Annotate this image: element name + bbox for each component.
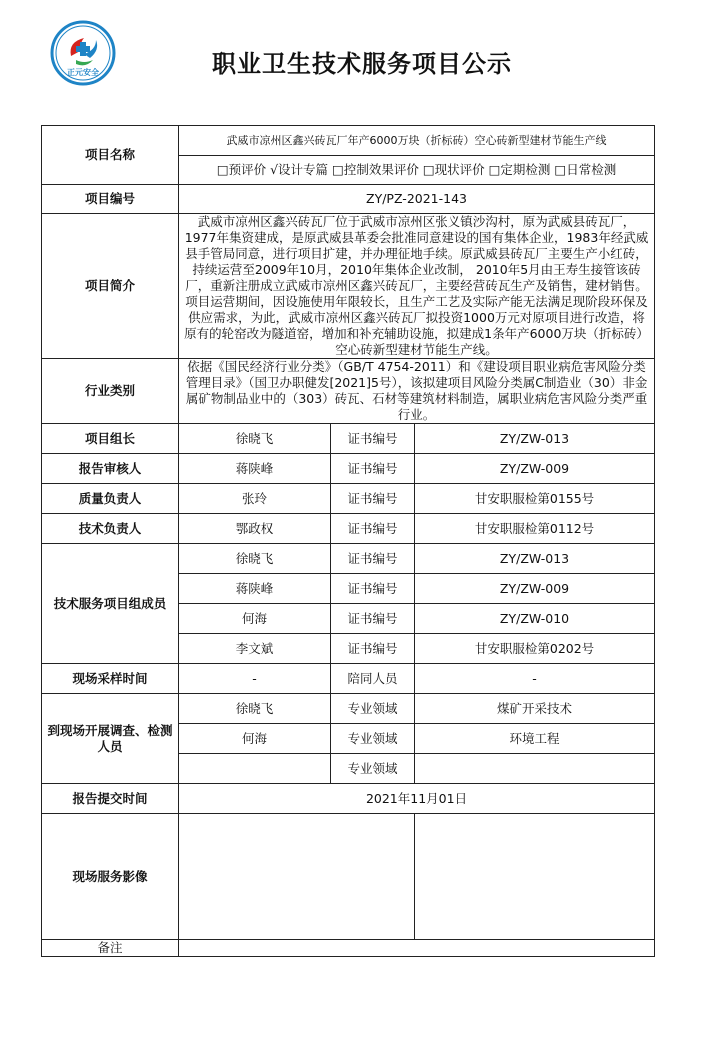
page-title: 职业卫生技术服务项目公示: [212, 50, 512, 78]
image-slot-right: [415, 814, 655, 940]
survey-name: 徐晓飞: [179, 694, 331, 724]
staff-cert: ZY/ZW-013: [415, 424, 655, 454]
project-intro-label: 项目简介: [42, 214, 179, 359]
team-member-cert: ZY/ZW-009: [415, 574, 655, 604]
project-intro-row: [42, 214, 655, 359]
images-row: [42, 814, 655, 940]
cert-label: 证书编号: [331, 604, 415, 634]
team-label: 技术服务项目组成员: [42, 544, 179, 664]
staff-role: 质量负责人: [42, 484, 179, 514]
field-label: 专业领域: [331, 754, 415, 784]
survey-field: 煤矿开采技术: [415, 694, 655, 724]
industry-text: 依据《国民经济行业分类》（GB/T 4754-2011）和《建设项目职业病危害风险分类管理目录》（国卫办职健发[2021]5号），该拟建项目风险分类属C制造业（30）非金属矿物制品业中的（303）砖瓦、石材等建筑材料制造，属职业病危害风险分类严重行业。: [179, 359, 655, 424]
staff-name: 徐晓飞: [179, 424, 331, 454]
team-member-name: 何海: [179, 604, 331, 634]
cert-label: 证书编号: [331, 514, 415, 544]
staff-cert: 甘安职服检第0155号: [415, 484, 655, 514]
staff-name: 蒋陕峰: [179, 454, 331, 484]
staff-role: 项目组长: [42, 424, 179, 454]
team-member-name: 徐晓飞: [179, 544, 331, 574]
cert-label: 证书编号: [331, 484, 415, 514]
staff-role: 技术负责人: [42, 514, 179, 544]
cert-label: 证书编号: [331, 424, 415, 454]
cert-label: 证书编号: [331, 454, 415, 484]
staff-row: [42, 424, 655, 454]
sampling-label: 现场采样时间: [42, 664, 179, 694]
team-member-cert: ZY/ZW-010: [415, 604, 655, 634]
team-member-cert: ZY/ZW-013: [415, 544, 655, 574]
industry-label: 行业类别: [42, 359, 179, 424]
staff-cert: ZY/ZW-009: [415, 454, 655, 484]
sampling-value: -: [179, 664, 331, 694]
logo-text: 正元安全: [67, 68, 99, 77]
team-member-cert: 甘安职服检第0202号: [415, 634, 655, 664]
survey-name: 何海: [179, 724, 331, 754]
images-label: 现场服务影像: [42, 814, 179, 940]
report-label: 报告提交时间: [42, 784, 179, 814]
companion-value: -: [415, 664, 655, 694]
cert-label: 证书编号: [331, 544, 415, 574]
staff-row: [42, 454, 655, 484]
staff-row: [42, 514, 655, 544]
service-type-checkboxes: □预评价 √设计专篇 □控制效果评价 □现状评价 □定期检测 □日常检测: [179, 156, 655, 185]
remarks-row: [42, 940, 655, 957]
project-number-label: 项目编号: [42, 185, 179, 214]
report-date: 2021年11月01日: [179, 784, 655, 814]
team-member-name: 蒋陕峰: [179, 574, 331, 604]
field-label: 专业领域: [331, 694, 415, 724]
staff-name: 张玲: [179, 484, 331, 514]
team-member-row: [42, 544, 655, 574]
field-label: 专业领域: [331, 724, 415, 754]
survey-field: 环境工程: [415, 724, 655, 754]
staff-row: [42, 484, 655, 514]
staff-cert: 甘安职服检第0112号: [415, 514, 655, 544]
project-number-row: [42, 185, 655, 214]
industry-row: [42, 359, 655, 424]
cert-label: 证书编号: [331, 574, 415, 604]
remarks-label: 备注: [42, 940, 179, 957]
survey-name: [179, 754, 331, 784]
sampling-row: [42, 664, 655, 694]
survey-field: [415, 754, 655, 784]
project-info-table: [41, 125, 655, 957]
project-name-label: 项目名称: [42, 126, 179, 185]
survey-label: 到现场开展调查、检测人员: [42, 694, 179, 784]
survey-row: [42, 694, 655, 724]
staff-role: 报告审核人: [42, 454, 179, 484]
project-name-value: 武威市凉州区鑫兴砖瓦厂年产6000万块（折标砖）空心砖新型建材节能生产线: [179, 126, 655, 156]
image-slot-left: [179, 814, 415, 940]
cert-label: 证书编号: [331, 634, 415, 664]
project-intro-text: 武威市凉州区鑫兴砖瓦厂位于武威市凉州区张义镇沙沟村，原为武威县砖瓦厂，1977年集资建成，是原武威县革委会批准同意建设的国有集体企业，1983年经武威县手管局同意，进行项目扩建，并办理征地手续。原武威县砖瓦厂主要生产小红砖，持续运营至2009年10月，2010年集体企业改制， 2010年5月由王寿生接管该砖厂，重新注册成立武威市凉州区鑫兴砖瓦厂，主要经营砖瓦生产及销售，建材销售。项目运营期间，因设施使用年限较长，且生产工艺及实际产能无法满足现阶段环保及供应需求，为此，武威市凉州区鑫兴砖瓦厂拟投资1000万元对原项目进行改造，将原有的轮窑改为隧道窑，增加和补充辅助设施，拟建成1条年产6000万块（折标砖）空心砖新型建材节能生产线。: [179, 214, 655, 359]
project-name-row: [42, 126, 655, 156]
staff-name: 鄂政权: [179, 514, 331, 544]
companion-label: 陪同人员: [331, 664, 415, 694]
team-member-name: 李文斌: [179, 634, 331, 664]
remarks-value: [179, 940, 655, 957]
report-row: [42, 784, 655, 814]
project-number-value: ZY/PZ-2021-143: [179, 185, 655, 214]
